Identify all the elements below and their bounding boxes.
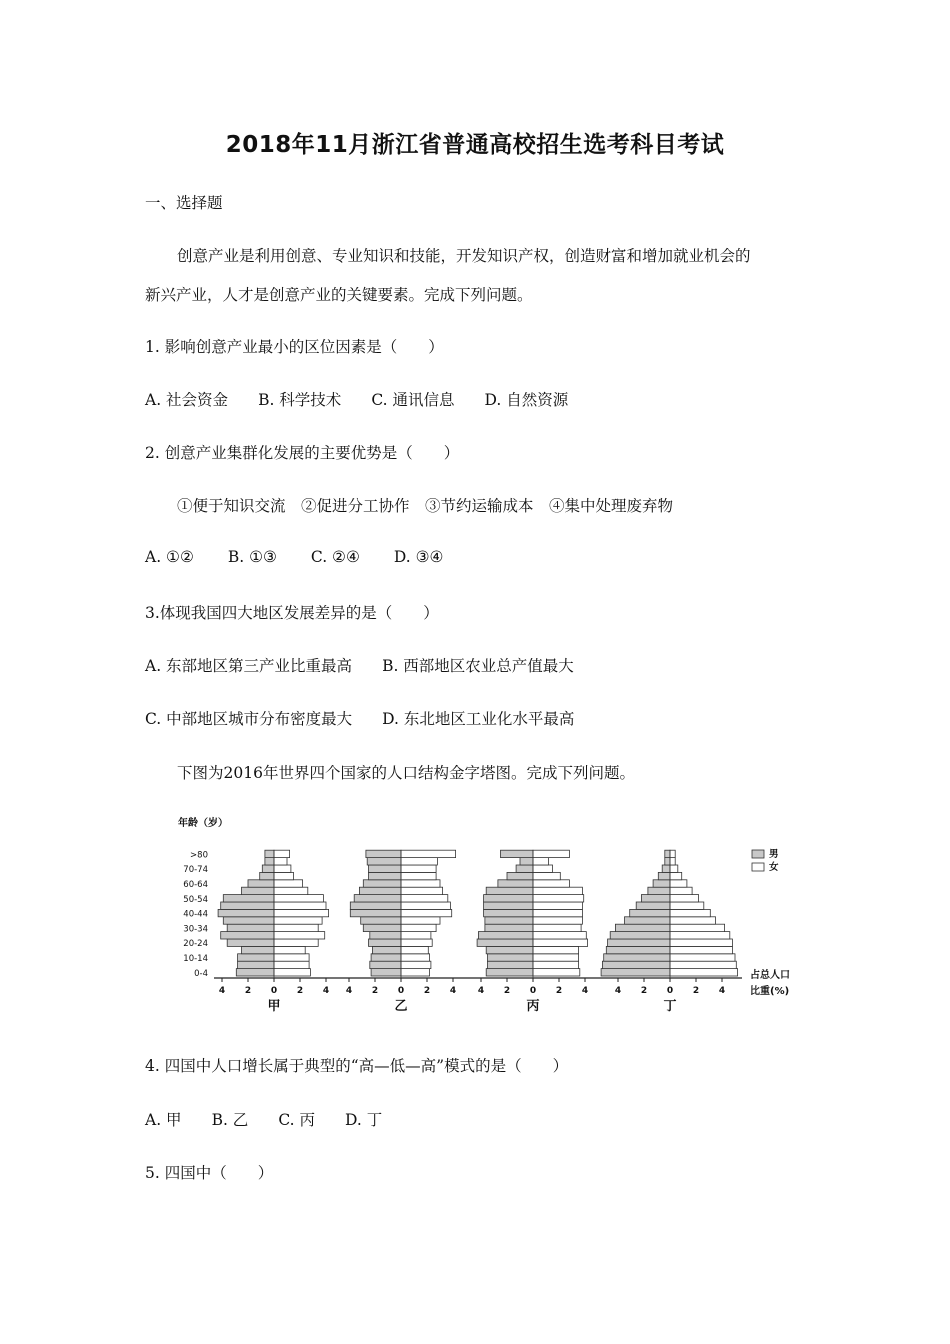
female-bar (533, 850, 569, 857)
q1-option-c[interactable]: C. 通讯信息 (371, 391, 455, 409)
male-bar (615, 924, 670, 931)
x-tick-label: 4 (477, 986, 485, 996)
female-bar (274, 865, 291, 872)
country-label: 丙 (526, 999, 540, 1014)
x-tick-label: 2 (555, 986, 563, 996)
x-axis-title-line1: 占总人口 (750, 970, 790, 981)
intro2: 下图为2016年世界四个国家的人口结构金字塔图。完成下列问题。 (177, 764, 635, 782)
x-tick-label: 4 (218, 986, 226, 996)
female-bar (274, 880, 303, 887)
male-bar (484, 909, 533, 916)
female-bar (670, 961, 736, 968)
age-tick-label: 20-24 (183, 939, 208, 950)
male-bar (363, 924, 401, 931)
male-bar (218, 909, 274, 916)
female-bar (401, 961, 431, 968)
x-tick-label: 4 (345, 986, 353, 996)
age-tick-label: 30-34 (183, 924, 208, 935)
male-bar (488, 954, 534, 961)
male-bar (520, 858, 533, 865)
male-bar (478, 932, 533, 939)
male-bar (610, 932, 670, 939)
male-bar (486, 887, 533, 894)
female-bar (670, 917, 716, 924)
female-bar (533, 872, 560, 879)
female-bar (274, 961, 309, 968)
female-bar (401, 865, 436, 872)
female-bar (670, 895, 699, 902)
y-axis-title: 年龄（岁） (178, 818, 228, 829)
q3-option-c[interactable]: C. 中部地区城市分布密度最大 (145, 710, 353, 728)
male-bar (236, 969, 274, 976)
male-bar (484, 902, 533, 909)
male-bar (371, 954, 401, 961)
female-bar (533, 954, 579, 961)
q2-option-a[interactable]: A. ①② (145, 548, 194, 566)
male-bar (265, 858, 274, 865)
male-bar (361, 917, 401, 924)
x-tick-label: 4 (581, 986, 589, 996)
q4-option-c[interactable]: C. 丙 (278, 1111, 315, 1129)
female-bar (533, 946, 579, 953)
q1-option-a[interactable]: A. 社会资金 (145, 391, 229, 409)
male-bar (367, 858, 401, 865)
female-bar (533, 939, 588, 946)
age-tick-label: 10-14 (183, 954, 208, 964)
x-tick-label: 2 (296, 986, 304, 996)
female-bar (401, 939, 432, 946)
male-bar (238, 954, 274, 961)
male-bar (369, 872, 402, 879)
male-bar (227, 939, 274, 946)
intro1-line2: 新兴产业，人才是创意产业的关键要素。完成下列问题。 (145, 286, 533, 304)
female-bar (670, 939, 732, 946)
female-bar (401, 932, 431, 939)
female-bar (401, 902, 450, 909)
q3-option-a[interactable]: A. 东部地区第三产业比重最高 (145, 657, 353, 675)
x-tick-label: 0 (397, 986, 405, 996)
male-bar (366, 850, 401, 857)
female-bar (274, 909, 329, 916)
female-bar (274, 954, 309, 961)
q2-option-c[interactable]: C. ②④ (310, 548, 360, 566)
x-tick-label: 4 (614, 986, 622, 996)
x-tick-label: 0 (666, 986, 674, 996)
male-bar (488, 961, 534, 968)
female-bar (670, 954, 735, 961)
male-bar (354, 895, 401, 902)
male-bar (369, 865, 402, 872)
q1-stem: 1. 影响创意产业最小的区位因素是（ ） (145, 338, 444, 356)
female-bar (533, 895, 584, 902)
male-bar (265, 850, 274, 857)
female-bar (274, 969, 310, 976)
male-bar (363, 880, 401, 887)
female-bar (401, 917, 440, 924)
age-tick-label: >80 (190, 850, 208, 861)
male-bar (350, 902, 401, 909)
male-bar (601, 969, 670, 976)
male-bar (641, 895, 670, 902)
male-bar (371, 969, 401, 976)
x-axis-title-line2: 比重(%) (750, 986, 790, 997)
q4-option-a[interactable]: A. 甲 (145, 1111, 182, 1129)
legend-female-label: 女 (769, 862, 779, 873)
male-bar (625, 917, 671, 924)
male-bar (221, 902, 274, 909)
female-bar (274, 895, 323, 902)
female-bar (670, 909, 710, 916)
country-label: 丁 (663, 999, 677, 1014)
x-tick-label: 0 (529, 986, 537, 996)
male-bar (602, 961, 670, 968)
female-bar (533, 969, 580, 976)
x-tick-label: 2 (244, 986, 252, 996)
male-bar (498, 880, 533, 887)
female-bar (274, 917, 322, 924)
q5-stem: 5. 四国中（ ） (145, 1164, 274, 1182)
male-bar (262, 865, 274, 872)
section-heading: 一、选择题 (145, 194, 223, 212)
female-bar (274, 872, 294, 879)
q2-option-d[interactable]: D. ③④ (393, 548, 444, 566)
q1-option-d[interactable]: D. 自然资源 (484, 391, 569, 409)
female-bar (274, 939, 318, 946)
legend-male-label: 男 (769, 849, 779, 860)
female-bar (274, 924, 318, 931)
female-bar (401, 895, 448, 902)
age-tick-label: 0-4 (194, 968, 208, 979)
q1-options (145, 388, 568, 410)
male-bar (221, 932, 274, 939)
male-bar (485, 917, 533, 924)
male-bar (665, 850, 670, 857)
page-title: 2018年11月浙江省普通高校招生选考科目考试 (225, 132, 725, 158)
male-bar (248, 880, 274, 887)
female-bar (401, 880, 440, 887)
female-bar (670, 880, 687, 887)
female-bar (670, 946, 732, 953)
male-bar (227, 924, 274, 931)
x-tick-label: 0 (270, 986, 278, 996)
male-bar (372, 946, 401, 953)
female-bar (670, 902, 704, 909)
female-bar (670, 887, 692, 894)
q4-option-b[interactable]: B. 乙 (211, 1111, 249, 1129)
male-bar (370, 961, 401, 968)
female-bar (533, 865, 553, 872)
male-bar (350, 909, 401, 916)
age-tick-label: 70-74 (183, 865, 208, 876)
female-bar (533, 887, 582, 894)
female-bar (533, 917, 582, 924)
female-bar (401, 909, 452, 916)
q2-stem: 2. 创意产业集群化发展的主要优势是（ ） (145, 444, 460, 462)
male-bar (662, 865, 670, 872)
q3-stem: 3.体现我国四大地区发展差异的是（ ） (145, 604, 439, 622)
male-bar (648, 887, 670, 894)
q3-option-b[interactable]: B. 西部地区农业总产值最大 (382, 657, 574, 675)
male-bar (636, 902, 670, 909)
q2-items: ①便于知识交流 ②促进分工协作 ③节约运输成本 ④集中处理废弃物 (177, 497, 674, 515)
q4-stem: 4. 四国中人口增长属于典型的“高—低—高”模式的是（ ） (145, 1057, 569, 1075)
male-bar (507, 872, 533, 879)
q2-options (145, 548, 443, 566)
female-bar (670, 850, 675, 857)
female-bar (401, 969, 430, 976)
female-bar (670, 865, 678, 872)
male-bar (477, 939, 533, 946)
female-bar (670, 924, 725, 931)
male-bar (242, 887, 275, 894)
female-bar (274, 887, 308, 894)
x-tick-label: 2 (640, 986, 648, 996)
male-bar (369, 939, 402, 946)
male-bar (485, 924, 533, 931)
female-bar (274, 902, 326, 909)
female-bar (670, 932, 730, 939)
female-bar (670, 969, 738, 976)
country-label: 甲 (267, 999, 281, 1014)
male-bar (665, 858, 670, 865)
female-bar (533, 961, 579, 968)
female-bar (533, 924, 581, 931)
x-tick-label: 4 (322, 986, 330, 996)
female-bar (533, 902, 582, 909)
male-bar (242, 946, 275, 953)
male-bar (359, 887, 401, 894)
female-bar (533, 909, 582, 916)
male-bar (516, 865, 533, 872)
age-tick-label: 40-44 (183, 909, 208, 920)
q3-options-row1 (145, 654, 574, 676)
male-bar (658, 872, 670, 879)
male-bar (608, 939, 670, 946)
male-bar (501, 850, 534, 857)
female-bar (401, 858, 437, 865)
female-bar (274, 946, 305, 953)
male-bar (223, 895, 274, 902)
male-bar (484, 895, 533, 902)
female-bar (401, 946, 428, 953)
intro1-line1: 创意产业是利用创意、专业知识和技能，开发知识产权，创造财富和增加就业机会的 (177, 247, 751, 265)
female-bar (274, 932, 325, 939)
male-bar (630, 909, 670, 916)
male-bar (486, 946, 533, 953)
x-tick-label: 2 (503, 986, 511, 996)
x-tick-label: 2 (423, 986, 431, 996)
q1-option-b[interactable]: B. 科学技术 (258, 391, 342, 409)
x-tick-label: 4 (718, 986, 726, 996)
female-bar (533, 858, 549, 865)
q4-options (145, 1108, 382, 1130)
age-tick-label: 50-54 (183, 894, 208, 905)
female-bar (274, 858, 287, 865)
male-bar (606, 946, 670, 953)
female-bar (401, 887, 443, 894)
age-tick-label: 60-64 (183, 880, 208, 890)
female-bar (401, 872, 436, 879)
male-bar (486, 969, 533, 976)
population-pyramid-chart (170, 810, 810, 1020)
q3-option-d[interactable]: D. 东北地区工业化水平最高 (382, 710, 575, 728)
male-bar (260, 872, 274, 879)
female-bar (670, 858, 675, 865)
male-bar (238, 961, 274, 968)
female-bar (670, 872, 682, 879)
female-bar (533, 880, 569, 887)
q3-options-row2 (145, 707, 574, 729)
male-bar (223, 917, 274, 924)
q2-option-b[interactable]: B. ①③ (227, 548, 277, 566)
female-bar (274, 850, 290, 857)
female-bar (401, 924, 436, 931)
female-bar (401, 850, 456, 857)
legend-male-swatch (752, 850, 764, 858)
male-bar (653, 880, 670, 887)
male-bar (370, 932, 401, 939)
x-tick-label: 2 (692, 986, 700, 996)
x-tick-label: 2 (371, 986, 379, 996)
x-tick-label: 4 (449, 986, 457, 996)
legend-female-swatch (752, 863, 764, 871)
female-bar (533, 932, 586, 939)
female-bar (401, 954, 430, 961)
country-label: 乙 (394, 999, 408, 1014)
male-bar (604, 954, 670, 961)
q4-option-d[interactable]: D. 丁 (344, 1111, 383, 1129)
